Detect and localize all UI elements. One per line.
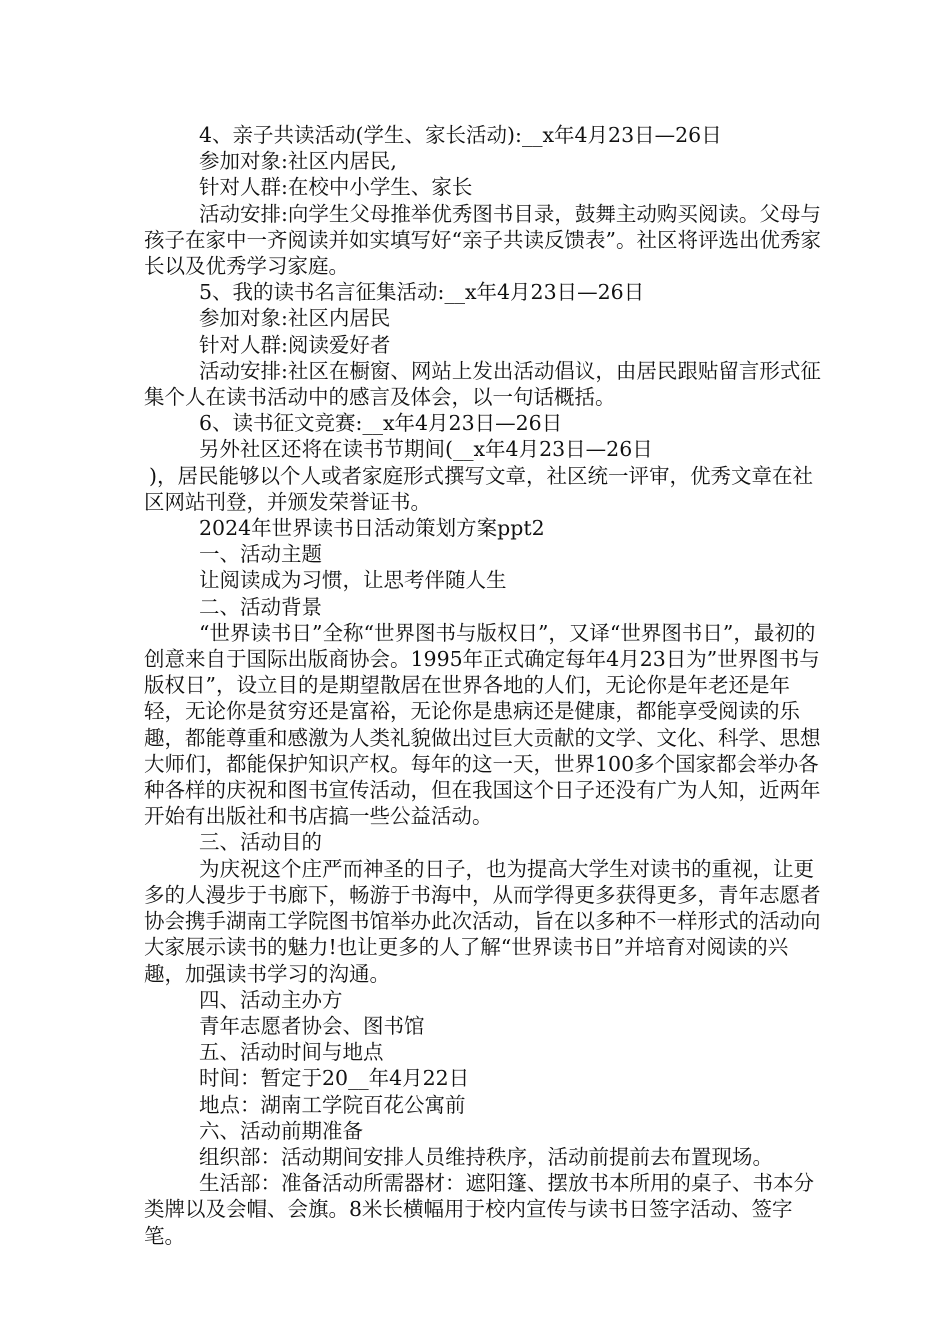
section-title: 2024年世界读书日活动策划方案ppt2 (199, 516, 545, 541)
heading: 三、活动目的 (199, 830, 322, 855)
heading: 五、活动时间与地点 (199, 1040, 384, 1065)
paragraph: 青年志愿者协会、图书馆 (199, 1013, 425, 1038)
paragraph: 活动安排:向学生父母推举优秀图书目录，鼓舞主动购买阅读。父母与孩子在家中一齐阅读并如实填写好“亲子共读反馈表”。社区将评选出优秀家长以及优秀学习家庭。 (144, 201, 821, 279)
paragraph: )，居民能够以个人或者家庭形式撰写文章，社区统一评审，优秀文章在社区网站刊登，并颁发荣誉证书。 (144, 463, 813, 514)
paragraph: “世界读书日”全称“世界图书与版权日”，又译“世界图书日”，最初的创意来自于国际出版商协会。1995年正式确定每年4月23日为”世界图书与版权日”，设立目的是期望散居在世界各地的人们，无论你是年老还是年轻，无论你是贫穷还是富裕，无论你是患病还是健康，都能享受阅读的乐趣，都能尊重和感激为人类礼貌做出过巨大贡献的文学、文化、科学、思想大师们，都能保护知识产权。每年的这一天，世界100多个国家都会举办各种各样的庆祝和图书宣传活动，但在我国这个日子还没有广为人知，近两年开始有出版社和书店搞一些公益活动。 (144, 620, 821, 829)
paragraph: 参加对象:社区内居民 (199, 306, 391, 331)
paragraph: 另外社区还将在读书节期间(__x年4月23日—26日 (199, 437, 653, 462)
heading: 四、活动主办方 (199, 987, 343, 1012)
paragraph: 让阅读成为习惯，让思考伴随人生 (199, 568, 507, 593)
paragraph: 5、我的读书名言征集活动:__x年4月23日—26日 (199, 280, 645, 305)
heading: 六、活动前期准备 (199, 1118, 363, 1143)
paragraph: 4、亲子共读活动(学生、家长活动):__x年4月23日—26日 (199, 123, 722, 147)
paragraph: 活动安排:社区在橱窗、网站上发出活动倡议，由居民跟贴留言形式征集个人在读书活动中的感言及体会，以一句话概括。 (144, 358, 821, 410)
heading: 二、活动背景 (199, 594, 322, 619)
heading: 一、活动主题 (199, 542, 322, 567)
document-body (144, 122, 829, 1249)
paragraph: 针对人群:阅读爱好者 (199, 332, 391, 357)
paragraph: 参加对象:社区内居民, (199, 149, 397, 174)
paragraph: 时间：暂定于20__年4月22日 (199, 1066, 470, 1091)
paragraph: 6、读书征文竞赛:__x年4月23日—26日 (199, 411, 563, 436)
paragraph: 地点：湖南工学院百花公寓前 (199, 1092, 466, 1117)
paragraph: 生活部：准备活动所需器材：遮阳篷、摆放书本所用的桌子、书本分类牌以及会帽、会旗。8米长横幅用于校内宣传与读书日签字活动、签字笔。 (144, 1171, 814, 1248)
paragraph: 为庆祝这个庄严而神圣的日子，也为提高大学生对读书的重视，让更多的人漫步于书廊下，畅游于书海中，从而学得更多获得更多，青年志愿者协会携手湖南工学院图书馆举办此次活动，旨在以多种不一样形式的活动向大家展示读书的魅力!也让更多的人了解“世界读书日”并培育对阅读的兴趣，加强读书学习的沟通。 (144, 856, 821, 986)
paragraph: 针对人群:在校中小学生、家长 (199, 175, 473, 200)
paragraph: 组织部：活动期间安排人员维持秩序，活动前提前去布置现场。 (199, 1144, 773, 1169)
